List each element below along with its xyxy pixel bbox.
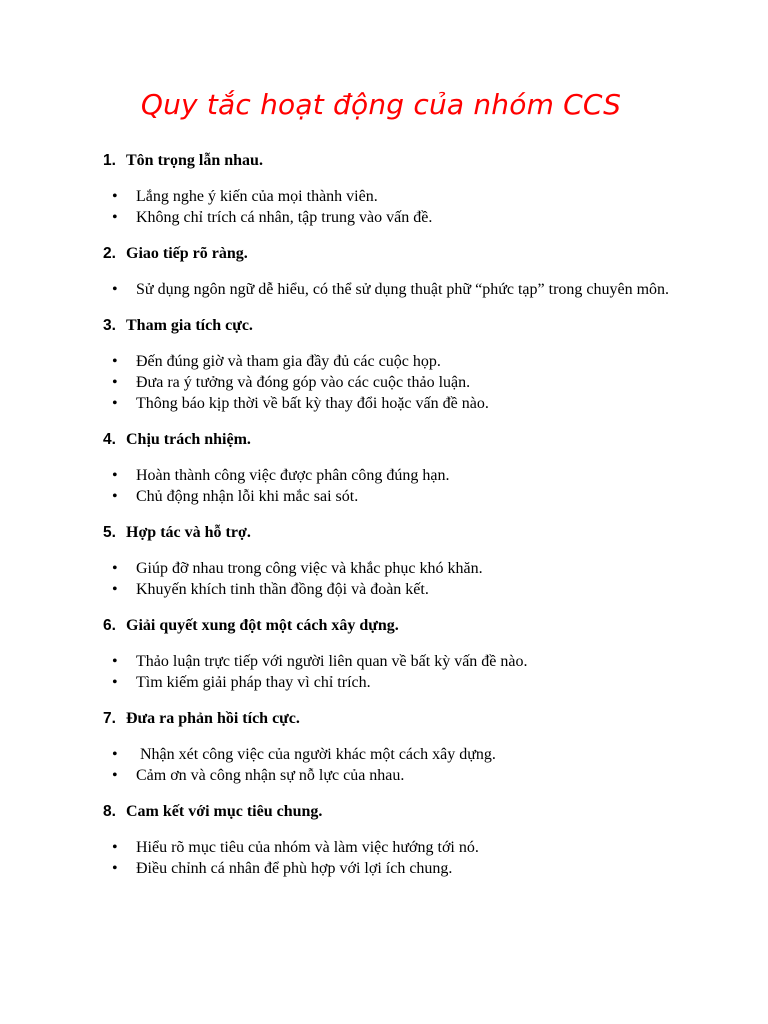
rule-bullet-list [0, 558, 768, 600]
rule-number: 7. [103, 710, 116, 727]
list-item [0, 744, 677, 765]
bullet-text: Khuyến khích tinh thần đồng đội và đoàn kết. [136, 581, 429, 598]
bullet-icon: • [112, 281, 118, 298]
rule-heading-text: Hợp tác và hỗ trợ. [126, 524, 251, 541]
rule-bullet-list [0, 837, 768, 879]
rule-section [0, 708, 768, 786]
rule-section [0, 615, 768, 693]
bullet-text: Lắng nghe ý kiến của mọi thành viên. [136, 188, 378, 205]
rule-bullet-list [0, 465, 768, 507]
rule-heading-text: Tôn trọng lẫn nhau. [126, 152, 263, 169]
bullet-text: Hoàn thành công việc được phân công đúng hạn. [136, 467, 450, 484]
bullet-text: Sử dụng ngôn ngữ dễ hiểu, có thể sử dụng thuật phữ “phức tạp” trong chuyên môn. [136, 281, 670, 298]
rule-section [0, 315, 768, 414]
rule-number: 8. [103, 803, 116, 820]
bullet-icon: • [112, 767, 118, 784]
list-item [0, 837, 677, 858]
bullet-icon: • [112, 653, 118, 670]
rule-heading [0, 522, 768, 543]
rule-heading [0, 150, 768, 171]
rule-bullet-list [0, 279, 768, 300]
rule-number: 6. [103, 617, 116, 634]
rule-heading-text: Giao tiếp rõ ràng. [126, 245, 248, 262]
bullet-text: Tìm kiếm giải pháp thay vì chỉ trích. [136, 674, 371, 691]
list-item [0, 672, 677, 693]
rule-heading [0, 315, 768, 336]
list-item [0, 207, 677, 228]
rule-heading-text: Tham gia tích cực. [126, 317, 253, 334]
bullet-text: Chủ động nhận lỗi khi mắc sai sót. [136, 488, 359, 505]
rule-number: 4. [103, 431, 116, 448]
bullet-icon: • [112, 581, 118, 598]
bullet-text: Hiểu rõ mục tiêu của nhóm và làm việc hướng tới nó. [136, 839, 479, 856]
bullet-icon: • [112, 209, 118, 226]
rule-heading [0, 801, 768, 822]
rule-section [0, 243, 768, 300]
list-item [0, 486, 677, 507]
rule-heading [0, 708, 768, 729]
bullet-text: Đưa ra ý tưởng và đóng góp vào các cuộc thảo luận. [136, 374, 471, 391]
rule-heading-text: Chịu trách nhiệm. [126, 431, 251, 448]
list-item [0, 372, 677, 393]
bullet-text: Điều chỉnh cá nhân để phù hợp với lợi ích chung. [136, 860, 453, 877]
bullet-text: Nhận xét công việc của người khác một cách xây dựng. [136, 746, 496, 763]
bullet-icon: • [112, 860, 118, 877]
list-item [0, 279, 677, 300]
rule-section [0, 522, 768, 600]
rule-number: 5. [103, 524, 116, 541]
bullet-icon: • [112, 395, 118, 412]
rule-section [0, 429, 768, 507]
list-item [0, 465, 677, 486]
list-item [0, 351, 677, 372]
rules-list [0, 150, 768, 894]
bullet-icon: • [112, 746, 118, 763]
bullet-icon: • [112, 374, 118, 391]
rule-bullet-list [0, 744, 768, 786]
rule-number: 3. [103, 317, 116, 334]
bullet-text: Thảo luận trực tiếp với người liên quan về bất kỳ vấn đề nào. [136, 653, 528, 670]
rule-bullet-list [0, 186, 768, 228]
rule-heading [0, 429, 768, 450]
rule-number: 1. [103, 152, 116, 169]
rule-bullet-list [0, 351, 768, 414]
rule-section [0, 150, 768, 228]
bullet-text: Thông báo kịp thời về bất kỳ thay đổi hoặc vấn đề nào. [136, 395, 489, 412]
bullet-icon: • [112, 488, 118, 505]
bullet-text: Cảm ơn và công nhận sự nỗ lực của nhau. [136, 767, 405, 784]
rule-heading-text: Cam kết với mục tiêu chung. [126, 803, 323, 820]
bullet-text: Giúp đỡ nhau trong công việc và khắc phục khó khăn. [136, 560, 483, 577]
bullet-icon: • [112, 839, 118, 856]
rule-heading-text: Giải quyết xung đột một cách xây dựng. [126, 617, 399, 634]
list-item [0, 858, 677, 879]
bullet-text: Không chỉ trích cá nhân, tập trung vào vấn đề. [136, 209, 433, 226]
bullet-text: Đến đúng giờ và tham gia đầy đủ các cuộc họp. [136, 353, 441, 370]
list-item [0, 558, 677, 579]
list-item [0, 186, 677, 207]
rule-bullet-list [0, 651, 768, 693]
list-item [0, 765, 677, 786]
list-item [0, 579, 677, 600]
bullet-icon: • [112, 467, 118, 484]
document-title: Quy tắc hoạt động của nhóm CCS [140, 88, 622, 121]
list-item [0, 393, 677, 414]
bullet-icon: • [112, 188, 118, 205]
rule-section [0, 801, 768, 879]
rule-heading-text: Đưa ra phản hồi tích cực. [126, 710, 300, 727]
bullet-icon: • [112, 560, 118, 577]
rule-heading [0, 243, 768, 264]
rule-number: 2. [103, 245, 116, 262]
bullet-icon: • [112, 674, 118, 691]
bullet-icon: • [112, 353, 118, 370]
list-item [0, 651, 677, 672]
rule-heading [0, 615, 768, 636]
